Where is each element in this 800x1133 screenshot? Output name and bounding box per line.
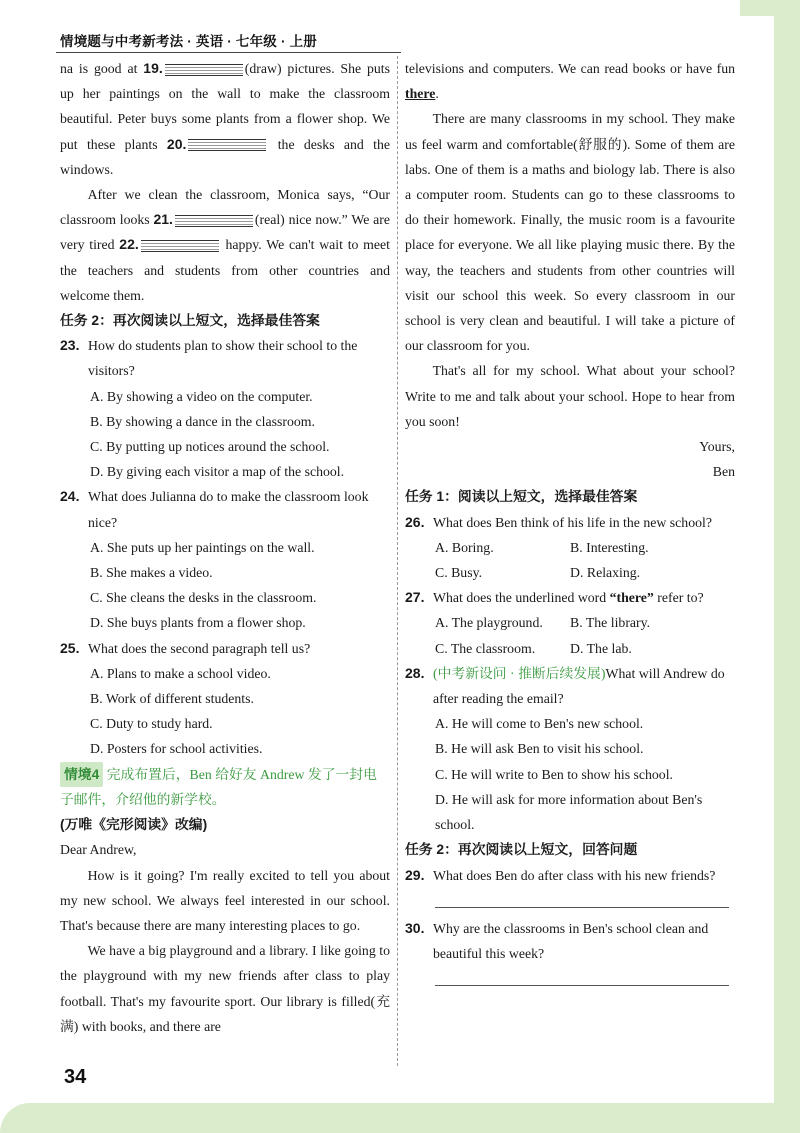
question-27: 27. What does the underlined word “there” refer to?: [405, 589, 704, 606]
option[interactable]: A. Boring.: [435, 539, 494, 555]
running-header: 情境题与中考新考法 · 英语 · 七年级 · 上册: [60, 34, 317, 49]
option[interactable]: A. He will come to Ben's new school.: [435, 716, 644, 732]
page-edge-band-right: [774, 0, 800, 1133]
right-column: [405, 56, 735, 986]
option[interactable]: D. She buys plants from a flower shop.: [90, 615, 306, 631]
option-row: [405, 535, 735, 560]
answer-blank-19[interactable]: [165, 64, 243, 76]
option-row: [405, 610, 735, 635]
option-row: [405, 636, 735, 661]
passage-paragraph: How is it going? I'm really excited to tell you about my new school. We always feel interested in our school. That's because there are many interesting places to go.: [60, 867, 390, 933]
option[interactable]: C. The classroom.: [435, 640, 536, 656]
column-divider: [397, 56, 398, 1066]
option[interactable]: A. The playground.: [435, 615, 543, 631]
letter-signature: Ben: [712, 464, 735, 480]
blank-number-20: 20.: [166, 135, 187, 152]
page-number: 34: [64, 1066, 87, 1088]
option[interactable]: B. Interesting.: [570, 539, 649, 555]
option[interactable]: C. Busy.: [435, 565, 483, 581]
scene-intro: 情境4 完成布置后，Ben 给好友 Andrew 发了一封电子邮件，介绍他的新学校。: [60, 762, 390, 812]
task-heading: 任务 1：阅读以上短文，选择最佳答案: [405, 489, 638, 505]
passage-paragraph: There are many classrooms in my school. They make us feel warm and comfortable(舒服的). Some of them are labs. One of them is a maths and biology lab. There is also a computer room. Students can go to these classrooms to do their homework. Finally, the music room is a favourite place for everyone. We all like playing music there. By the way, the teachers and students from other countries will visit our school this week. So every classroom in our school is very clean and beautiful. I will take a picture of our classroom for you.: [405, 111, 735, 354]
answer-blank-20[interactable]: [188, 139, 266, 151]
source-note: (万唯《完形阅读》改编): [60, 817, 208, 833]
option[interactable]: A. She puts up her paintings on the wall.: [90, 539, 315, 555]
option[interactable]: C. He will write to Ben to show his school.: [435, 766, 673, 782]
answer-line-29[interactable]: [435, 888, 729, 908]
option[interactable]: D. He will ask for more information about Ben's school.: [435, 791, 703, 833]
passage-paragraph: televisions and computers. We can read books or have fun there.: [405, 61, 735, 102]
question-23: 23. How do students plan to show their school to the visitors?: [60, 337, 358, 379]
option[interactable]: A. By showing a video on the computer.: [90, 388, 313, 404]
question-30: 30. Why are the classrooms in Ben's school clean and beautiful this week?: [405, 919, 709, 961]
task-heading: 任务 2：再次阅读以上短文，回答问题: [405, 842, 638, 858]
option[interactable]: B. By showing a dance in the classroom.: [90, 413, 315, 429]
letter-closing: Yours,: [699, 439, 735, 455]
answer-line-30[interactable]: [435, 966, 729, 986]
option[interactable]: B. He will ask Ben to visit his school.: [435, 741, 644, 757]
option[interactable]: B. Work of different students.: [90, 691, 254, 707]
option[interactable]: A. Plans to make a school video.: [90, 665, 271, 681]
option[interactable]: B. The library.: [570, 615, 651, 631]
header-rule: [56, 52, 401, 53]
passage-paragraph: na is good at 19. (draw) pictures. She puts up her paintings on the wall to make the classroom beautiful. Peter buys some plants from a flower shop. We put these plants 20. the desks and the windows.: [60, 60, 390, 177]
passage-paragraph: That's all for my school. What about your school? Write to me and talk about your school. Hope to hear from you soon!: [405, 363, 735, 429]
page-edge-band-top: [740, 0, 800, 16]
page-edge-band-bottom: [0, 1103, 800, 1133]
option[interactable]: C. She cleans the desks in the classroom.: [90, 590, 317, 606]
question-29: 29. What does Ben do after class with his new friends?: [405, 866, 716, 883]
option[interactable]: D. Posters for school activities.: [90, 741, 263, 757]
scene-tag: 情境4: [60, 762, 103, 787]
letter-greeting: Dear Andrew,: [60, 842, 137, 858]
blank-number-19: 19.: [143, 60, 163, 76]
passage-paragraph: We have a big playground and a library. I like going to the playground with my new friends after class to play football. That's my favourite sport. Our library is filled(充满) with books, and there are: [60, 943, 390, 1034]
question-26: 26. What does Ben think of his life in the new school?: [405, 513, 712, 530]
option[interactable]: C. By putting up notices around the school.: [90, 439, 330, 455]
blank-number-21: 21.: [153, 211, 173, 228]
option-row: [405, 560, 735, 585]
underlined-word-there: there: [405, 86, 436, 102]
answer-blank-22[interactable]: [141, 240, 219, 252]
option[interactable]: D. Relaxing.: [570, 565, 641, 581]
passage-paragraph: After we clean the classroom, Monica says, “Our classroom looks 21. (real) nice now.” We are very tired 22. happy. We can't wait to meet the teachers and students from other countries and welcome them.: [60, 187, 390, 303]
blank-number-22: 22.: [119, 236, 139, 253]
option[interactable]: B. She makes a video.: [90, 565, 213, 581]
answer-blank-21[interactable]: [175, 215, 253, 227]
left-column: [60, 56, 390, 1039]
option[interactable]: D. By giving each visitor a map of the school.: [90, 464, 345, 480]
task-heading: 任务 2：再次阅读以上短文，选择最佳答案: [60, 313, 320, 329]
question-24: 24. What does Julianna do to make the classroom look nice?: [60, 488, 369, 530]
option[interactable]: D. The lab.: [570, 640, 632, 656]
question-25: 25. What does the second paragraph tell us?: [60, 639, 311, 656]
option[interactable]: C. Duty to study hard.: [90, 716, 213, 732]
question-28: 28. (中考新设问 · 推断后续发展)What will Andrew do after reading the email?: [405, 664, 725, 707]
question-tag: (中考新设问 · 推断后续发展): [433, 665, 606, 681]
